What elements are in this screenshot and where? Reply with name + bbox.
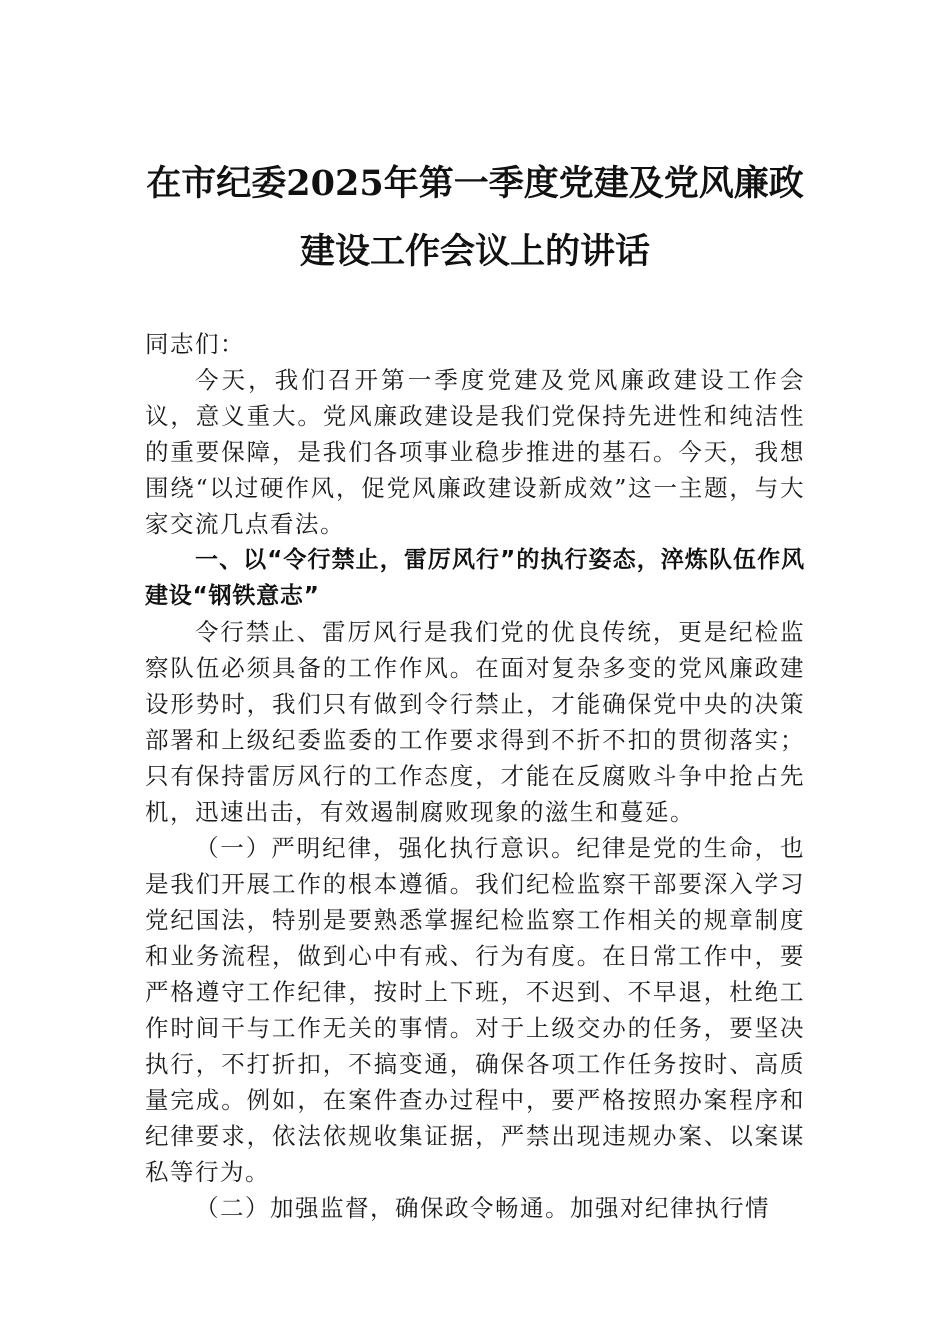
paragraph-intro: 今天，我们召开第一季度党建及党风廉政建设工作会议，意义重大。党风廉政建设是我们党保持先进性和纯洁性的重要保障，是我们各项事业稳步推进的基石。今天，我想围绕“以过硬作风，促党风廉政建设新成效”这一主题，与大家交流几点看法。 xyxy=(145,366,805,538)
paragraph-subsection-2: （二）加强监督，确保政令畅通。加强对纪律执行情 xyxy=(195,1194,770,1222)
title-line-1: 在市纪委2025年第一季度党建及党风廉政 xyxy=(146,163,804,204)
document-title xyxy=(140,150,810,286)
section-heading-1: 一、以“令行禁止，雷厉风行”的执行姿态，淬炼队伍作风建设“钢铁意志” xyxy=(145,547,805,609)
title-line-2: 建设工作会议上的讲话 xyxy=(299,231,650,272)
document-body xyxy=(145,326,805,1226)
salutation: 同志们： xyxy=(145,330,245,358)
paragraph-section-1: 令行禁止、雷厉风行是我们党的优良传统，更是纪检监察队伍必须具备的工作作风。在面对复杂多变的党风廉政建设形势时，我们只有做到令行禁止，才能确保党中央的决策部署和上级纪委监委的工作要求得到不折不扣的贯彻落实；只有保持雷厉风行的工作态度，才能在反腐败斗争中抢占先机，迅速出击，有效遏制腐败现象的滋生和蔓延。 xyxy=(145,618,805,826)
paragraph-subsection-1: （一）严明纪律，强化执行意识。纪律是党的生命，也是我们开展工作的根本遵循。我们纪检监察干部要深入学习党纪国法，特别是要熟悉掌握纪检监察工作相关的规章制度和业务流程，做到心中有戒、行为有度。在日常工作中，要严格遵守工作纪律，按时上下班，不迟到、不早退，杜绝工作时间干与工作无关的事情。对于上级交办的任务，要坚决执行，不打折扣，不搞变通，确保各项工作任务按时、高质量完成。例如，在案件查办过程中，要严格按照办案程序和纪律要求，依法依规收集证据，严禁出现违规办案、以案谋私等行为。 xyxy=(145,834,805,1186)
